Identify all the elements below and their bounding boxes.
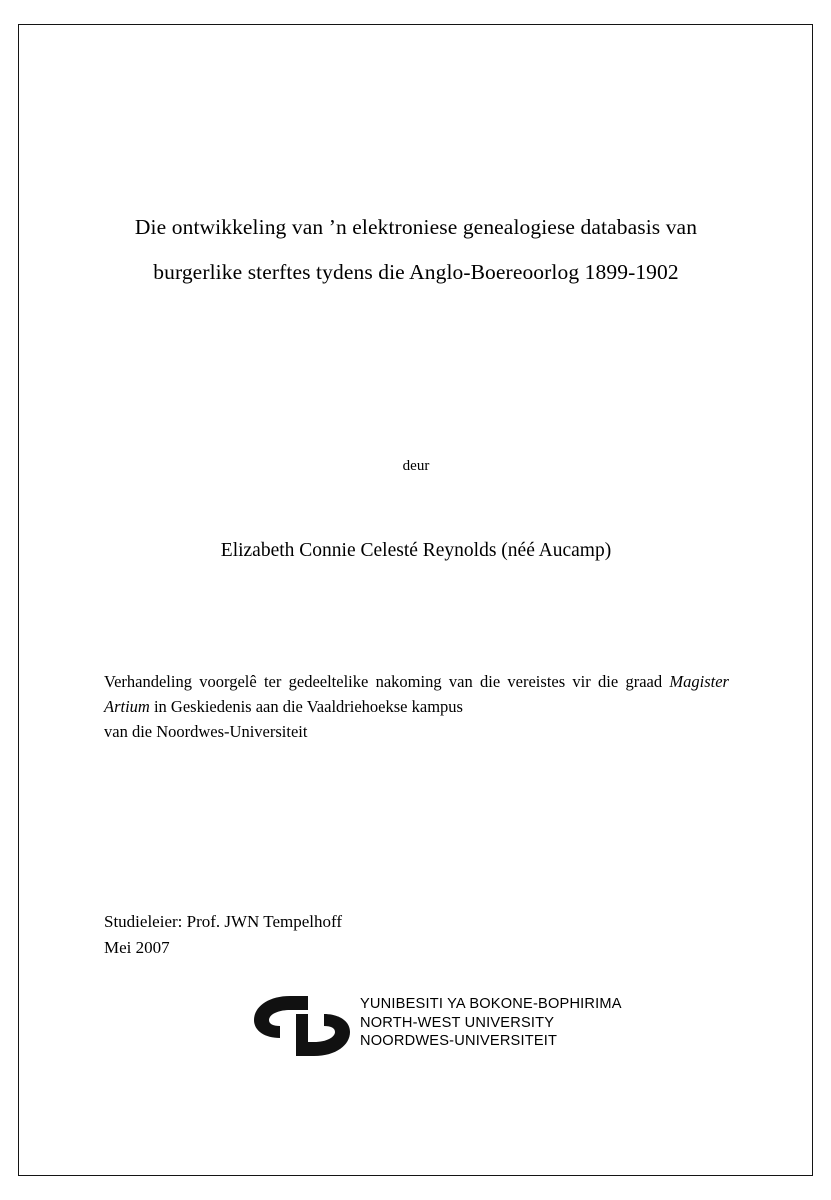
degree-statement (104, 669, 729, 744)
author-name: Elizabeth Connie Celesté Reynolds (néé Aucamp) (220, 540, 612, 561)
statement-line-3: van die Noordwes-Universiteit (104, 722, 308, 741)
by-label: deur (402, 458, 430, 474)
statement-line-1: Verhandeling voorgelê ter gedeeltelike nakoming van die vereistes vir die (104, 672, 619, 691)
logo-text-line-1: YUNIBESITI YA BOKONE-BOPHIRIMA (360, 996, 622, 1012)
logo-text-line-2: NORTH-WEST UNIVERSITY (360, 1014, 555, 1031)
statement-line-2-suffix: in Geskiedenis aan die Vaaldriehoekse kampus (149, 697, 463, 716)
supervisor-name: Studieleier: Prof. JWN Tempelhoff (104, 912, 343, 931)
submission-date: Mei 2007 (104, 938, 170, 957)
supervisor-block (104, 909, 604, 961)
university-logo-text (360, 995, 622, 1051)
title-line-1: Die ontwikkeling van ’n elektroniese genealogiese databasis van (134, 215, 698, 239)
document-title (100, 205, 732, 295)
statement-line-2-prefix: graad (625, 672, 670, 691)
degree-name: Magister Artium (104, 672, 729, 716)
page-content (100, 24, 732, 1176)
university-logo (248, 991, 622, 1061)
north-west-university-logo-icon (248, 993, 356, 1059)
logo-text-line-3: NOORDWES-UNIVERSITEIT (360, 1033, 558, 1049)
title-line-2: burgerlike sterftes tydens die Anglo-Boereoorlog 1899-1902 (153, 260, 679, 284)
